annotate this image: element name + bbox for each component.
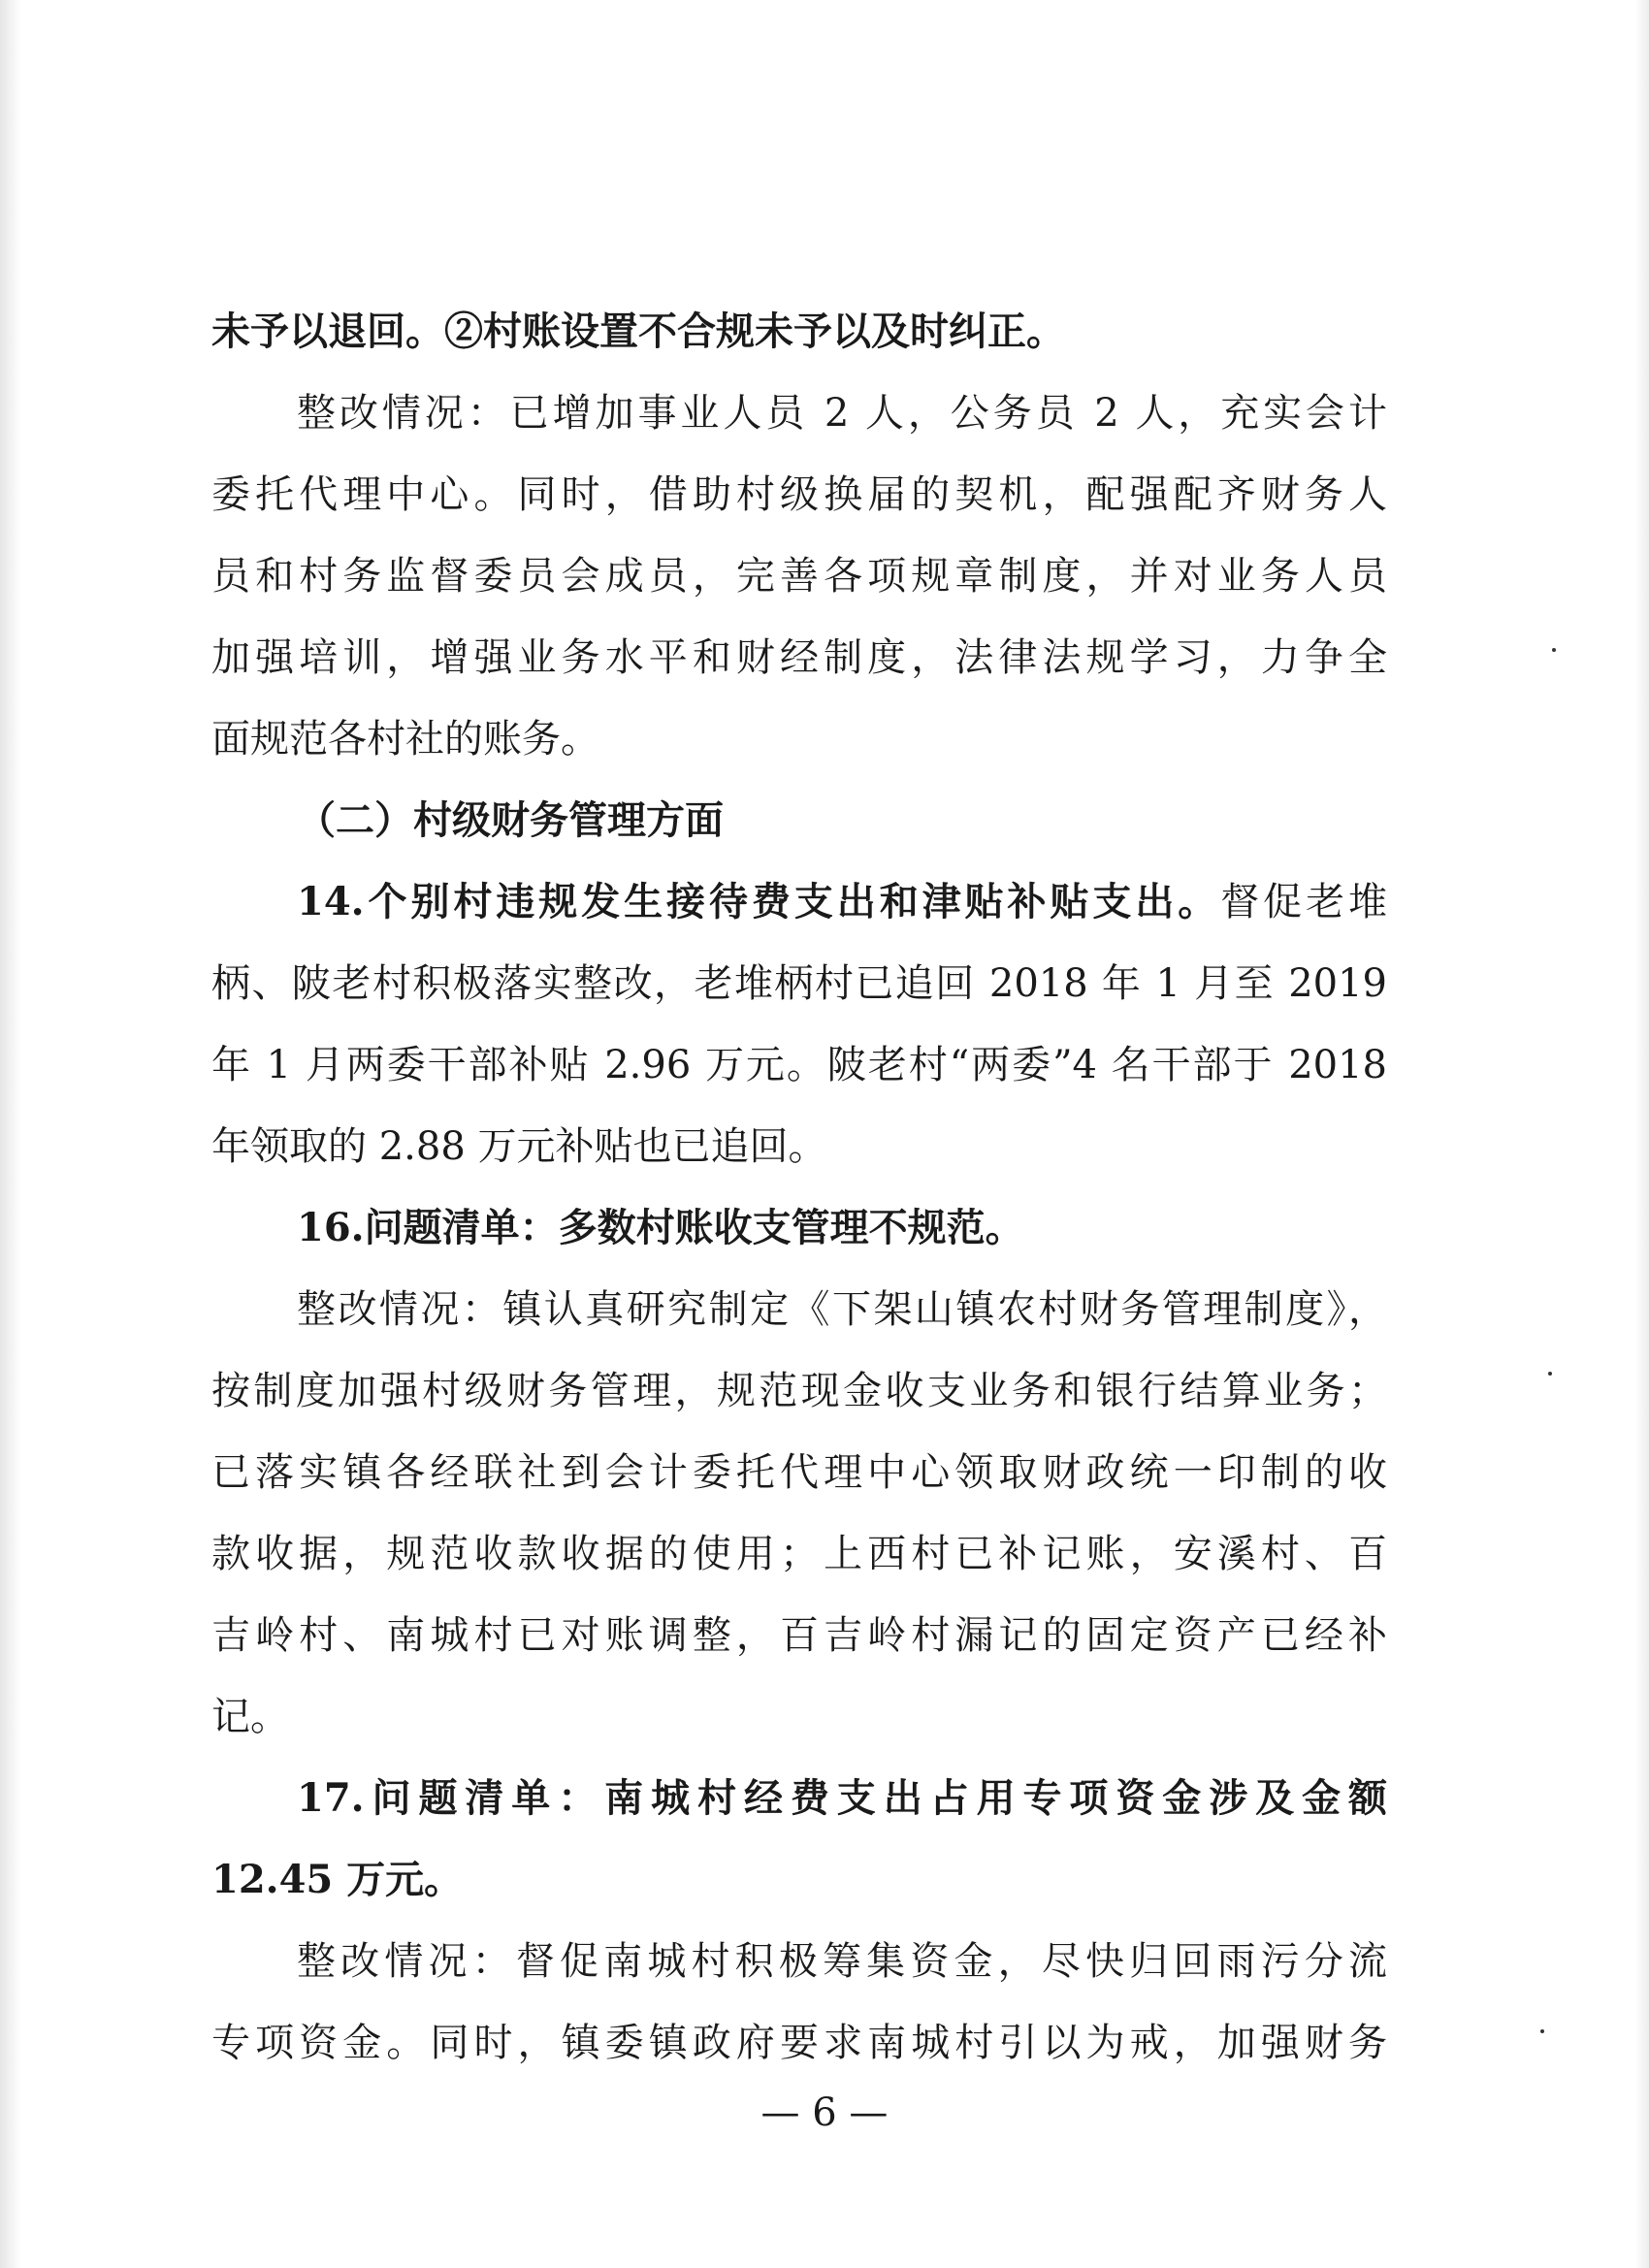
text-line: 员和村务监督委员会成员，完善各项规章制度，并对业务人员: [211, 554, 1387, 599]
text-line: 柄、陂老村积极落实整改，老堆柄村已追回 2018 年 1 月至 2019: [211, 961, 1387, 1006]
text-line: 未予以退回。②村账设置不合规未予以及时纠正。: [211, 308, 1065, 354]
text-line: [211, 861, 1387, 943]
item-heading: 16.问题清单：多数村账收支管理不规范。: [297, 1205, 1024, 1250]
item-heading: 12.45 万元。: [211, 1857, 464, 1902]
text-line: 委托代理中心。同时，借助村级换届的契机，配强配齐财务人: [211, 472, 1387, 517]
scan-speck: [1540, 2029, 1544, 2033]
text-line: 面规范各村社的账务。: [211, 717, 599, 761]
text-line: 专项资金。同时，镇委镇政府要求南城村引以为戒，加强财务: [211, 2021, 1387, 2065]
text-line: 款收据，规范收款收据的使用；上西村已补记账，安溪村、百: [211, 1532, 1387, 1576]
scan-edge-right: [1635, 0, 1649, 2268]
page-number: — 6 —: [760, 2090, 889, 2135]
scan-speck: [1548, 1372, 1552, 1376]
text-line: 按制度加强村级财务管理，规范现金收支业务和银行结算业务；: [211, 1369, 1387, 1413]
document-body: [211, 291, 1387, 2084]
text-line: 整改情况：已增加事业人员 2 人，公务员 2 人，充实会计: [297, 391, 1387, 436]
text-line: 年领取的 2.88 万元补贴也已追回。: [211, 1124, 827, 1169]
text-line: 吉岭村、南城村已对账调整，百吉岭村漏记的固定资产已经补: [211, 1613, 1387, 1658]
scan-edge-left: [0, 0, 21, 2268]
item-heading: 14.个别村违规发生接待费支出和津贴补贴支出。: [297, 879, 1221, 924]
text-line: 加强培训，增强业务水平和财经制度，法律法规学习，力争全: [211, 635, 1387, 680]
section-heading: （二）村级财务管理方面: [297, 797, 724, 843]
scan-speck: [1552, 648, 1556, 652]
text-line: 整改情况：督促南城村积极筹集资金，尽快归回雨污分流: [297, 1939, 1387, 1984]
text-fragment: 督促老堆: [1220, 880, 1388, 924]
text-line: 整改情况：镇认真研究制定《下架山镇农村财务管理制度》，: [297, 1287, 1387, 1332]
text-line: 年 1 月两委干部补贴 2.96 万元。陂老村“两委”4 名干部于 2018: [211, 1043, 1387, 1087]
item-heading: 17.问题清单：南城村经费支出占用专项资金涉及金额: [297, 1775, 1387, 1821]
text-line: 已落实镇各经联社到会计委托代理中心领取财政统一印制的收: [211, 1450, 1387, 1495]
text-line: 记。: [211, 1695, 289, 1739]
